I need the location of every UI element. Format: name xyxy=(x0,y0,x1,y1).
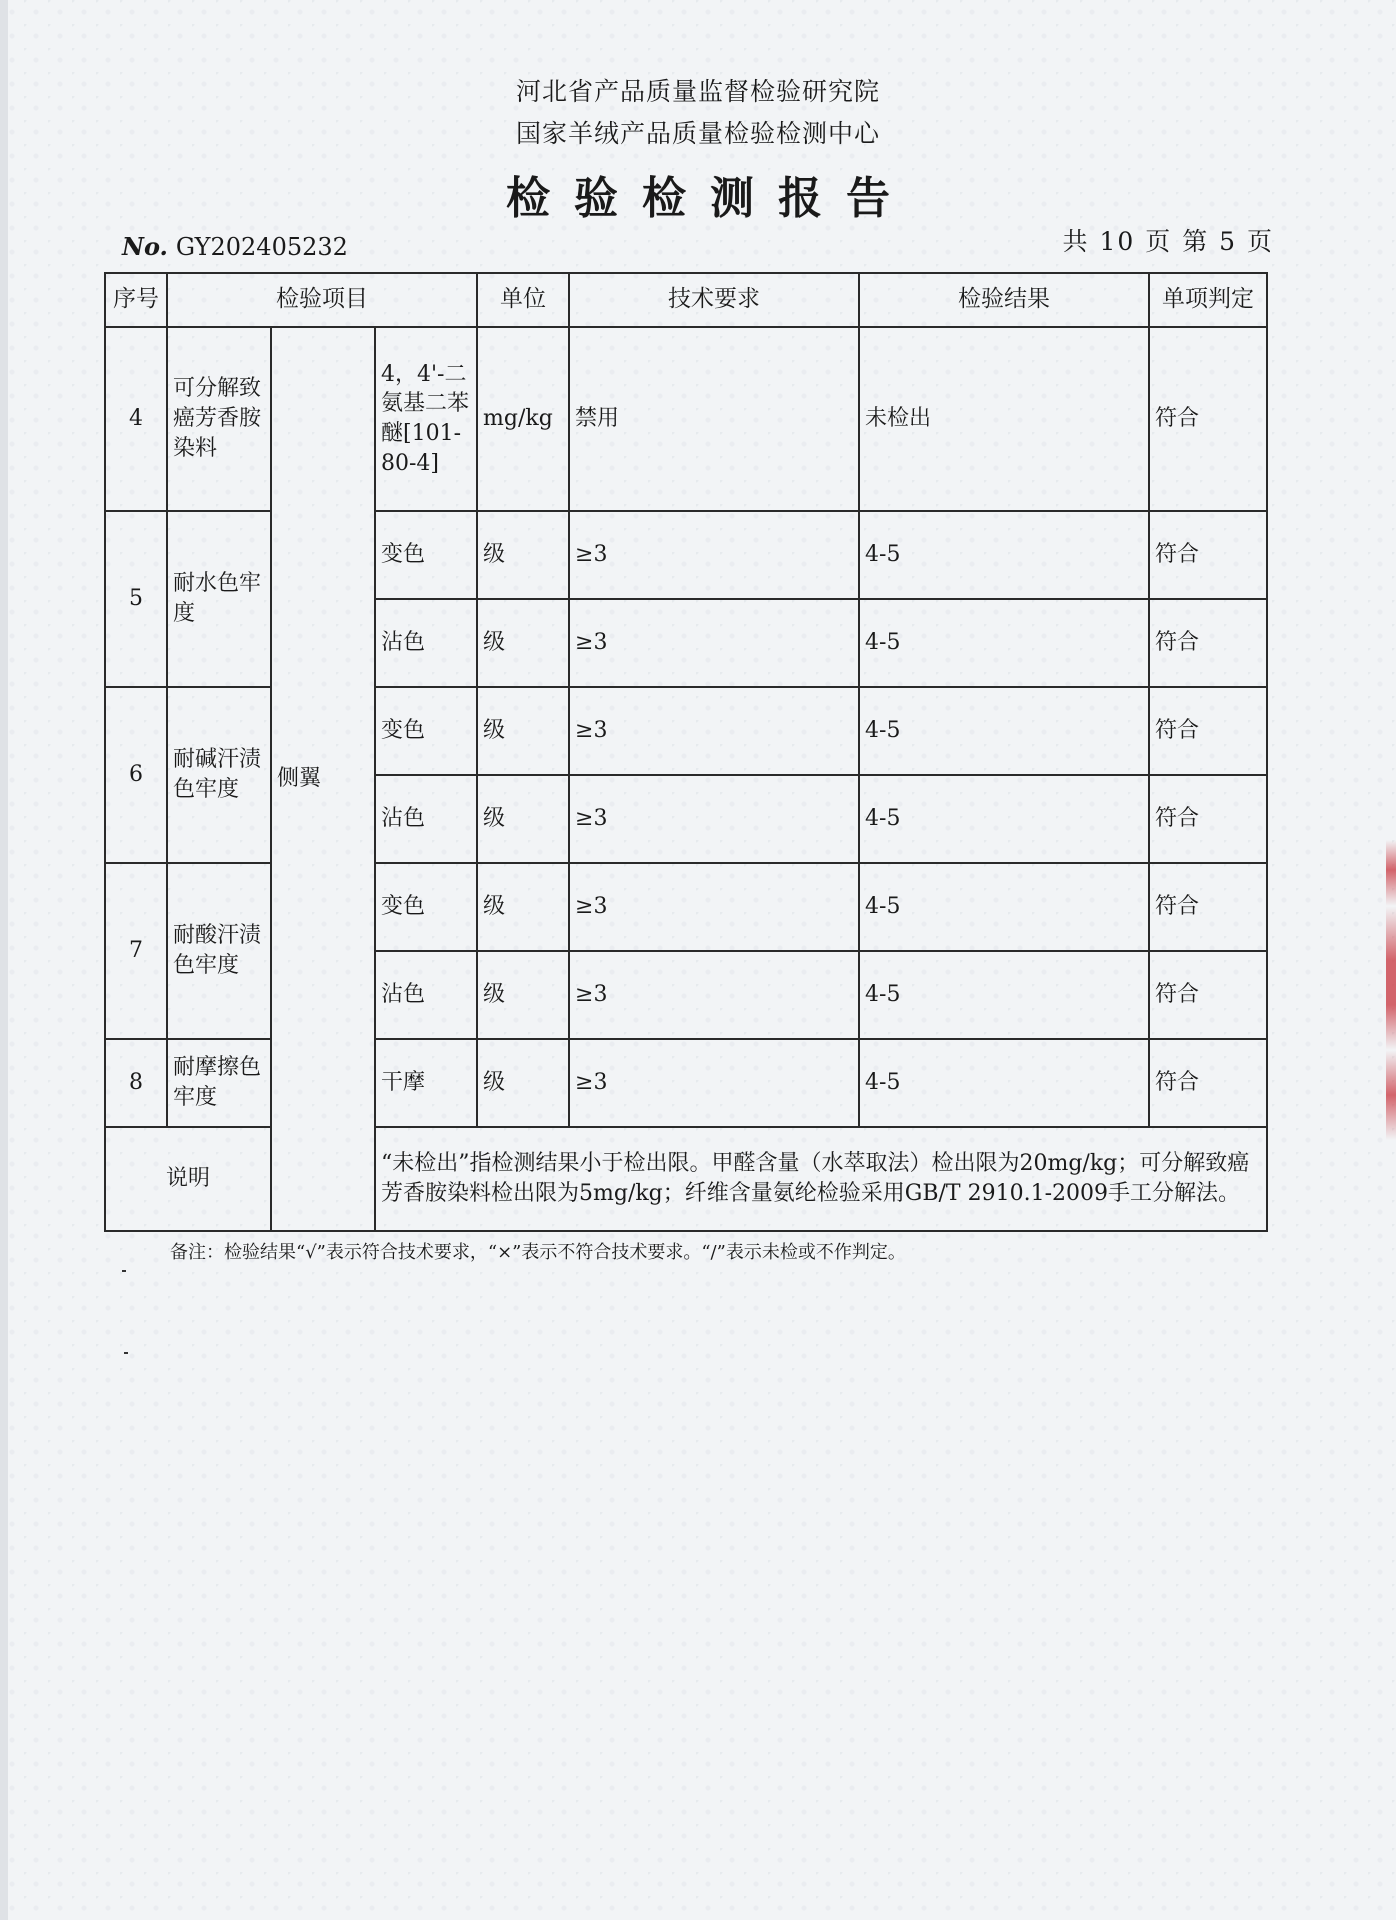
sub-item: 变色 xyxy=(375,863,477,951)
result-cell: 4-5 xyxy=(859,511,1149,599)
unit-cell: 级 xyxy=(477,687,569,775)
unit-cell: mg/kg xyxy=(477,327,569,511)
sub-item: 4，4'-二氨基二苯醚[101-80-4] xyxy=(375,327,477,511)
report-number-label: No. xyxy=(122,232,168,261)
unit-cell: 级 xyxy=(477,951,569,1039)
result-cell: 4-5 xyxy=(859,599,1149,687)
sub-item: 沾色 xyxy=(375,775,477,863)
judgment-cell: 符合 xyxy=(1149,511,1267,599)
requirement-cell: ≥3 xyxy=(569,1039,859,1127)
item-name: 耐摩擦色牢度 xyxy=(167,1039,271,1127)
judgment-cell: 符合 xyxy=(1149,951,1267,1039)
header-unit: 单位 xyxy=(477,273,569,327)
sub-item: 干摩 xyxy=(375,1039,477,1127)
organization-name: 河北省产品质量监督检验研究院 xyxy=(515,77,880,106)
item-name: 可分解致癌芳香胺染料 xyxy=(167,327,271,511)
result-cell: 4-5 xyxy=(859,1039,1149,1127)
report-number xyxy=(122,232,348,261)
header-judgment: 单项判定 xyxy=(1149,273,1267,327)
result-cell: 4-5 xyxy=(859,951,1149,1039)
seal-stamp-fragment xyxy=(1386,840,1396,1140)
report-number-value: GY202405232 xyxy=(175,233,348,261)
scan-edge xyxy=(0,0,8,1920)
requirement-cell: ≥3 xyxy=(569,951,859,1039)
part-label: 侧翼 xyxy=(271,327,375,1231)
center-name: 国家羊绒产品质量检验检测中心 xyxy=(515,119,880,148)
unit-cell: 级 xyxy=(477,599,569,687)
requirement-cell: ≥3 xyxy=(569,687,859,775)
note-text: “未检出”指检测结果小于检出限。甲醛含量（水萃取法）检出限为20mg/kg；可分解致癌芳香胺染料检出限为5mg/kg；纤维含量氨纶检验采用GB/T 2910.1-2009手工分解法。 xyxy=(375,1127,1267,1231)
header-seq: 序号 xyxy=(105,273,167,327)
table-header-row xyxy=(105,273,1267,327)
requirement-cell: ≥3 xyxy=(569,775,859,863)
remark-footnote: 备注：检验结果“√”表示符合技术要求，“×”表示不符合技术要求。“/”表示未检或不作判定。 xyxy=(170,1242,906,1263)
result-cell: 4-5 xyxy=(859,863,1149,951)
item-name: 耐酸汗渍色牢度 xyxy=(167,863,271,1039)
sub-item: 沾色 xyxy=(375,951,477,1039)
header-result: 检验结果 xyxy=(859,273,1149,327)
report-title: 检验检测报告 xyxy=(506,173,914,224)
row-seq: 6 xyxy=(105,687,167,863)
table-row xyxy=(105,327,1267,511)
unit-cell: 级 xyxy=(477,1039,569,1127)
sub-item: 变色 xyxy=(375,687,477,775)
judgment-cell: 符合 xyxy=(1149,327,1267,511)
result-cell: 4-5 xyxy=(859,687,1149,775)
page-counter: 共 10 页 第 5 页 xyxy=(1062,227,1274,256)
unit-cell: 级 xyxy=(477,775,569,863)
unit-cell: 级 xyxy=(477,511,569,599)
result-cell: 未检出 xyxy=(859,327,1149,511)
header-requirement: 技术要求 xyxy=(569,273,859,327)
item-name: 耐水色牢度 xyxy=(167,511,271,687)
note-label: 说明 xyxy=(105,1127,271,1231)
row-seq: 8 xyxy=(105,1039,167,1127)
header-item: 检验项目 xyxy=(167,273,477,327)
sub-item: 变色 xyxy=(375,511,477,599)
requirement-cell: ≥3 xyxy=(569,863,859,951)
requirement-cell: 禁用 xyxy=(569,327,859,511)
unit-cell: 级 xyxy=(477,863,569,951)
item-name: 耐碱汗渍色牢度 xyxy=(167,687,271,863)
sub-item: 沾色 xyxy=(375,599,477,687)
row-seq: 5 xyxy=(105,511,167,687)
row-seq: 7 xyxy=(105,863,167,1039)
scan-speck xyxy=(124,1352,128,1354)
row-seq: 4 xyxy=(105,327,167,511)
judgment-cell: 符合 xyxy=(1149,775,1267,863)
judgment-cell: 符合 xyxy=(1149,863,1267,951)
inspection-table xyxy=(104,272,1268,1232)
scan-speck xyxy=(122,1270,126,1272)
result-cell: 4-5 xyxy=(859,775,1149,863)
judgment-cell: 符合 xyxy=(1149,599,1267,687)
judgment-cell: 符合 xyxy=(1149,687,1267,775)
requirement-cell: ≥3 xyxy=(569,599,859,687)
judgment-cell: 符合 xyxy=(1149,1039,1267,1127)
requirement-cell: ≥3 xyxy=(569,511,859,599)
